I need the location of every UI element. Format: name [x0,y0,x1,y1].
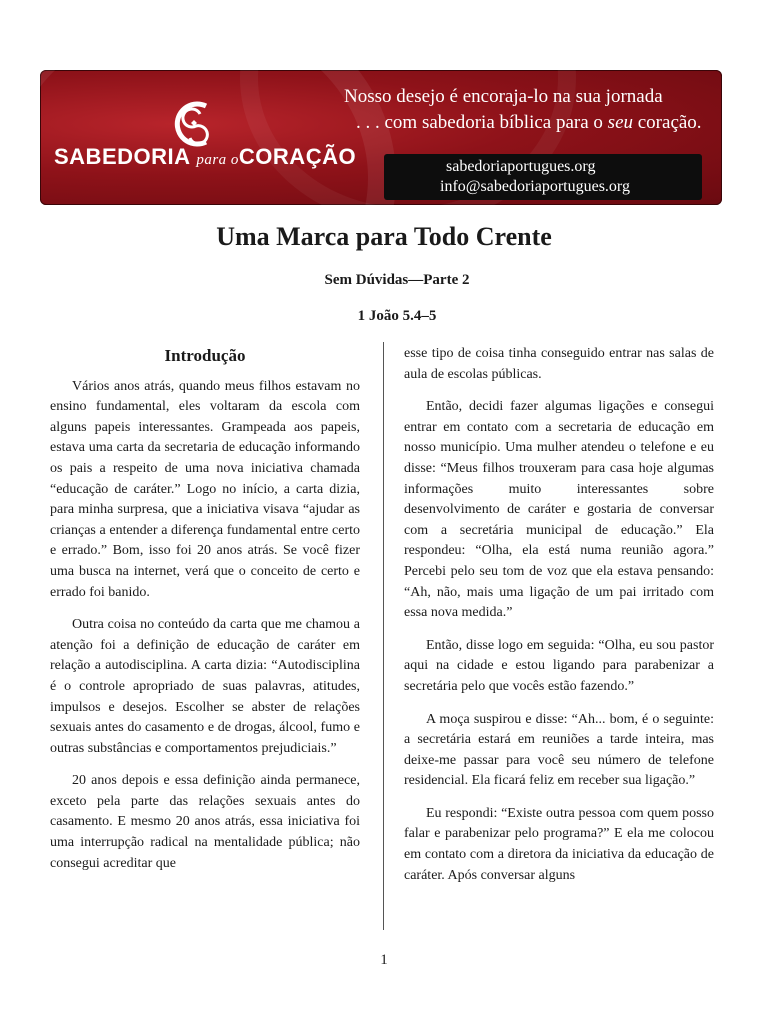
motto-line-2-emphasis: seu [607,112,633,133]
page-number: 1 [380,952,388,968]
left-column [50,344,360,886]
brand-name [54,144,356,170]
motto-line-2-end: coração. [637,112,702,133]
right-column [404,344,714,898]
paragraph: A moça suspirou e disse: “Ah... bom, é o seguinte: a secretária estará em reuniões a tarde inteira, mas deixe-me passar para você seu número de telefone residencial. Ela ficará feliz em receber sua ligação.” [404,711,714,789]
motto-line-2 [356,112,702,134]
paragraph: 20 anos depois e essa definição ainda permanece, exceto pela parte das relações sexuais antes do casamento. E mesmo 20 anos atrás, essa iniciativa foi uma interrupção radical na mentalidade pública; não consegui acreditar que [50,773,360,871]
header-banner [40,70,722,205]
motto-line-1: Nosso desejo é encoraja-lo na sua jornada [344,86,663,107]
document-title: Uma Marca para Todo Crente [216,222,552,251]
scripture-reference: 1 João 5.4–5 [357,308,437,324]
paragraph: Então, disse logo em seguida: “Olha, eu sou pastor aqui na cidade e estou ligando para parabenizar a secretária pelo que vocês estão fazendo.” [404,637,714,694]
website-link[interactable]: sabedoriaportugues.org [446,158,596,175]
contact-box [384,154,702,200]
motto-line-2-start: . . . com sabedoria bíblica para o [356,112,603,133]
document-subtitle: Sem Dúvidas—Parte 2 [324,272,470,288]
brand-word-coracao: CORAÇÃO [238,144,357,169]
section-heading: Introdução [164,346,246,365]
email-link[interactable]: info@sabedoriaportugues.org [440,178,630,195]
paragraph: Vários anos atrás, quando meus filhos estavam no ensino fundamental, eles voltaram da escola com alguns papeis interessantes. Grampeada aos papeis, estava uma carta da secretaria de educação informando os pais a respeito de uma nova iniciativa chamada “educação de caráter.” Logo no início, a carta dizia, para minha surpresa, que a iniciativa visava “ajudar as crianças a entender a diferença fundamental entre certo e errado.” Bom, isso foi 20 anos atrás. Se você fizer uma busca na internet, verá que o conceito de certo e errado foi banido. [50,378,360,600]
paragraph-continued: esse tipo de coisa tinha conseguido entrar nas salas de aula de escolas públicas. [404,346,714,382]
brand-word-para-o: para o [196,152,239,168]
paragraph: Então, decidi fazer algumas ligações e consegui entrar em contato com a secretaria de educação em nosso município. Uma mulher atendeu o telefone e eu disse: “Meus filhos trouxeram para casa hoje algumas informações muito interessantes sobre desenvolvimento de caráter e gostaria de conversar com a secretária municipal de educação.” Ela respondeu: “Olha, ela está numa reunião agora.” Percebi pelo seu tom de voz que ela estava pensando: “Ah, não, mais uma ligação de um pai irritado com essa nova medida.” [404,399,714,621]
paragraph: Eu respondi: “Existe outra pessoa com quem posso falar e parabenizar pelo programa?” E ela me colocou em contato com a diretora da iniciativa da educação de caráter. Após conversar alguns [404,805,714,883]
paragraph: Outra coisa no conteúdo da carta que me chamou a atenção foi a definição de educação de caráter em relação a autodisciplina. A carta dizia: “Autodisciplina é o controle apropriado de suas palavras, atitudes, impulsos e desejos. Escolher se abster de relações sexuais antes do casamento e de drogas, álcool, fumo e outras substâncias e comportamentos prejudiciais.” [50,617,360,756]
column-divider [383,342,384,930]
brand-word-sabedoria: SABEDORIA [54,144,190,169]
